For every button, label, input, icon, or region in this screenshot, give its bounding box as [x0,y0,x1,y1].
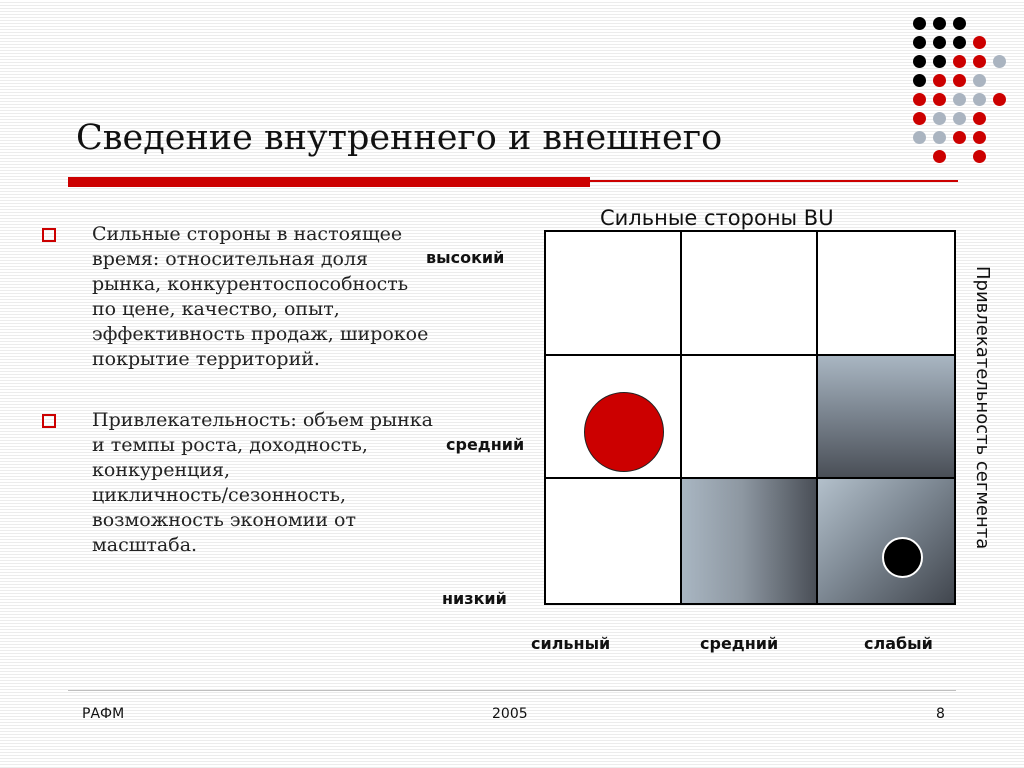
matrix-cell-low-strong [546,479,682,603]
matrix-cell-high-medium [682,232,818,356]
dot [913,36,926,49]
bullet-strengths [40,222,500,372]
footer-divider [68,690,956,691]
dot [973,112,986,125]
bullet-line: эффективность продаж, широкое [92,323,429,345]
bullet-line: масштаба. [92,534,198,556]
bullet-line: цикличность/сезонность, [92,484,347,506]
decorative-dots [910,14,1010,164]
dot [973,150,986,163]
dot [953,93,966,106]
red-circle-marker [584,392,664,472]
matrix-cell-medium-medium [682,356,818,480]
bullet-list [40,222,500,558]
dot [933,131,946,144]
dot [953,131,966,144]
bullet-attractiveness [40,408,500,558]
dot [913,74,926,87]
bullet-line: Привлекательность: объем рынка [92,409,433,431]
vertical-axis-label [972,266,996,566]
dot [933,17,946,30]
dot [953,112,966,125]
dot [933,74,946,87]
dot [973,74,986,87]
dot [973,55,986,68]
matrix-cell-low-weak [818,479,954,603]
col-label-strong: сильный [531,634,611,653]
dot [913,131,926,144]
matrix-cell-high-strong [546,232,682,356]
bullet-line: возможность экономии от [92,509,356,531]
dot [973,131,986,144]
slide-title: Сведение внутреннего и внешнего [76,118,723,158]
bullet-line: рынка, конкурентоспособность [92,273,409,295]
dot [933,150,946,163]
dot [933,36,946,49]
footer-year: 2005 [492,706,528,722]
bullet-line: конкуренция, [92,459,231,481]
dot [973,36,986,49]
bullet-line: время: относительная доля [92,248,369,270]
dot [933,112,946,125]
square-bullet-icon [42,414,56,428]
vertical-axis-text: Привлекательность сегмента [972,266,993,550]
row-label-medium: средний [446,435,525,454]
dot [993,55,1006,68]
title-underline-line [590,180,958,182]
matrix-cell-medium-weak [818,356,954,480]
bullet-line: покрытие территорий. [92,348,320,370]
dot [973,93,986,106]
title-underline-bar [68,177,590,187]
dot [913,112,926,125]
dot [953,36,966,49]
matrix-cell-low-medium [682,479,818,603]
dot [993,93,1006,106]
black-circle-marker [882,537,923,578]
row-label-high: высокий [426,248,505,267]
col-label-medium: средний [700,634,779,653]
square-bullet-icon [42,228,56,242]
dot [913,93,926,106]
matrix-cell-high-weak [818,232,954,356]
slide-number: 8 [936,706,945,722]
dot [953,17,966,30]
matrix-title: Сильные стороны BU [600,206,834,230]
dot [953,74,966,87]
bullet-line: по цене, качество, опыт, [92,298,340,320]
dot [913,17,926,30]
dot [933,55,946,68]
row-label-low: низкий [442,589,507,608]
dot [953,55,966,68]
footer-organization: РАФМ [82,706,125,722]
bullet-line: и темпы роста, доходность, [92,434,368,456]
dot [913,55,926,68]
dot [933,93,946,106]
col-label-weak: слабый [864,634,933,653]
bullet-line: Сильные стороны в настоящее [92,223,403,245]
